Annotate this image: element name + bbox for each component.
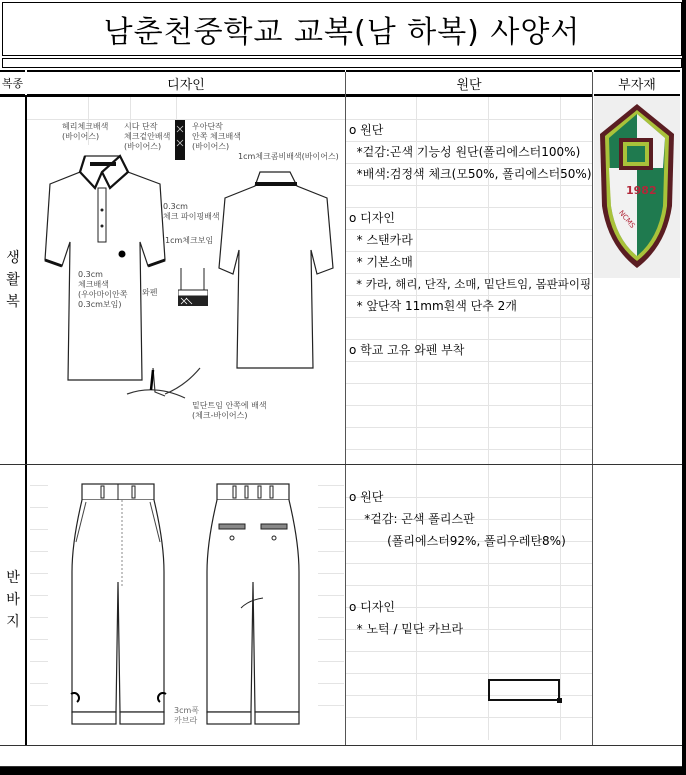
- fill-handle[interactable]: [557, 698, 562, 703]
- fabric-line: o 학교 고유 와펜 부착: [349, 343, 465, 357]
- note-sleeve: 1cm체크보임: [165, 236, 214, 245]
- note-patch: 와펜: [142, 288, 158, 297]
- shirt-back-icon: [215, 168, 337, 378]
- note-left-placket: 시다 단작 체크겉안배색 (바이어스): [124, 122, 171, 151]
- header-fabric: 원단: [346, 70, 592, 97]
- category-summer-shirt: 생 활 복: [6, 250, 20, 310]
- svg-text:1982: 1982: [626, 184, 657, 197]
- fabric-line: * 카라, 해리, 단작, 소매, 밑단트임, 몸판파이핑: [349, 277, 592, 291]
- note-right-placket: 우아단작 안쪽 체크배색 (바이어스): [192, 122, 241, 151]
- fabric-line: * 앞단작 11mm흰색 단추 2개: [349, 299, 517, 313]
- fabric-line: (폴리에스터92%, 폴리우레탄8%): [349, 534, 566, 548]
- fabric-line: *겉감:곤색 기능성 원단(폴리에스터100%): [349, 145, 581, 159]
- document-title: 남춘천중학교 교복(남 하복) 사양서: [2, 2, 682, 56]
- header-category: 복종: [0, 70, 25, 97]
- school-emblem-patch-icon: [594, 96, 680, 278]
- fabric-line: * 스탠카라: [349, 233, 413, 247]
- divider: [25, 95, 27, 745]
- placket-detail-icon: [175, 120, 185, 160]
- note-cuff: 3cm폭 카브라: [174, 706, 200, 725]
- note-collar: 헤리체크배색 (바이어스): [62, 122, 109, 141]
- note-hem: 밑단트임 안쪽에 배색 (체크-바이어스): [192, 401, 267, 420]
- note-placket: 0.3cm 체크배색 (우아마이안쪽 0.3cm보임): [78, 270, 128, 309]
- fabric-line: *겉감: 곤색 폴리스판: [349, 512, 475, 526]
- fabric-line: o 원단: [349, 123, 384, 137]
- fabric-line: o 디자인: [349, 211, 395, 225]
- fabric-line: o 원단: [349, 490, 384, 504]
- fabric-line: o 디자인: [349, 600, 395, 614]
- shorts-back-icon: [205, 482, 301, 732]
- svg-text:NCMS: NCMS: [617, 208, 637, 230]
- header-design: 디자인: [27, 70, 345, 97]
- divider: [0, 745, 682, 746]
- selected-cell[interactable]: [488, 679, 560, 701]
- fabric-line: * 기본소매: [349, 255, 413, 269]
- category-shorts: 반 바 지: [6, 570, 20, 630]
- note-back-collar: 1cm체크콤비배색(바이어스): [238, 152, 339, 161]
- divider: [0, 766, 682, 767]
- divider: [345, 72, 346, 745]
- divider: [592, 72, 593, 745]
- divider: [0, 464, 682, 465]
- cuff-detail-icon: [178, 268, 208, 308]
- spacer-row: [2, 58, 682, 68]
- fabric-line: * 노턱 / 밑단 카브라: [349, 622, 464, 636]
- shorts-front-icon: [68, 482, 170, 732]
- fabric-line: *배색:검정색 체크(모50%, 폴리에스터50%): [349, 167, 592, 181]
- hem-detail-icon: [125, 366, 210, 406]
- header-accessory: 부자재: [594, 70, 680, 97]
- note-piping: 0.3cm 체크 파이핑배색: [163, 202, 220, 221]
